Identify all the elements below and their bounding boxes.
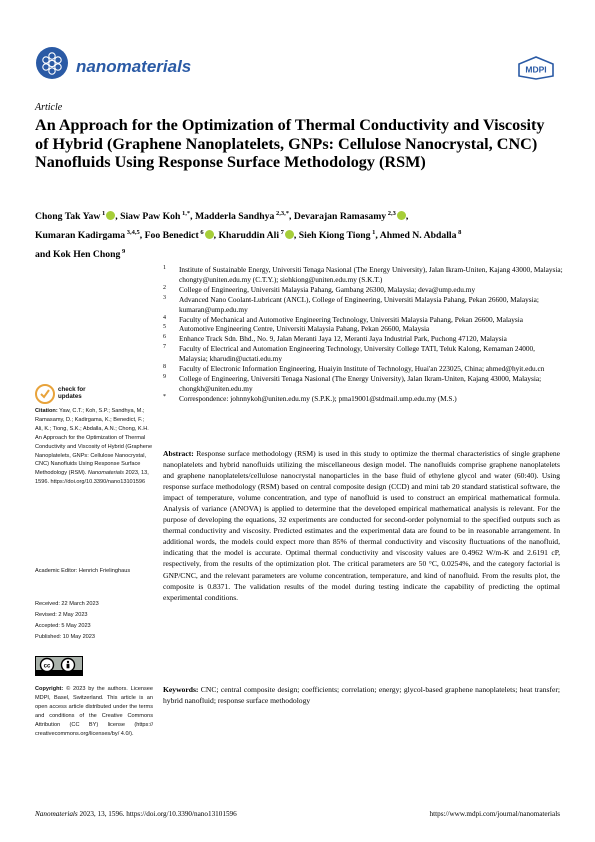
affiliation-text: Correspondence: johnnykoh@uniten.edu.my (S.P.K.); pma19001@stdmail.ump.edu.my (M.S.) bbox=[179, 393, 457, 403]
article-title: An Approach for the Optimization of Thermal Conductivity and Viscosity of Hybrid (Graphene Nanoplatelets, GNPs: Cellulose Nanocrystal, CNC) Nanofluids Using Response Surface Methodology (RSM) bbox=[35, 116, 545, 171]
affiliation-text: College of Engineering, Universiti Tenaga Nasional (The Energy University), Jalan Ikram-Uniten, Kajang 43000, Malaysia; chongkh@uniten.edu.my bbox=[179, 373, 542, 393]
mdpi-logo-text: MDPI bbox=[525, 64, 547, 75]
author-affiliation-mark: 2,3,* bbox=[274, 210, 289, 217]
affiliation-item bbox=[163, 265, 563, 285]
mdpi-logo-icon bbox=[517, 56, 555, 80]
affiliation-text: College of Engineering, Universiti Malaysia Pahang, Gambang 26300, Malaysia; deva@ump.edu.my bbox=[179, 284, 476, 294]
citation-journal: Nanomaterials bbox=[87, 470, 124, 477]
affiliation-item bbox=[163, 295, 563, 315]
author-name: Madderla Sandhya bbox=[194, 211, 275, 223]
author-name: Kumaran Kadirgama bbox=[35, 230, 126, 242]
author-affiliation-mark: 2,3 bbox=[386, 210, 396, 217]
author-name: and Kok Hen Chong bbox=[35, 249, 121, 261]
keywords bbox=[163, 684, 560, 706]
affiliation-item bbox=[163, 315, 563, 325]
accepted-date: Accepted: 5 May 2023 bbox=[35, 623, 91, 629]
affiliation-item bbox=[163, 364, 563, 374]
article-type: Article bbox=[35, 102, 63, 113]
abstract-text: Response surface methodology (RSM) is used in this study to optimize the thermal characteristics of single graphene nanoplatelets and hybrid nanofluids utilizing the miscellaneous design model. The nanofluids comprise graphene nanoplatelets and graphene nanoplatelets/cellulose nanocrystal nanoparticles in the base fluid of ethylene glycol and water (60:40). Using response surface methodology (RSM) based on central composite design (CCD) and mini tab 20 standard statistical software, the impact of temperature, volume concentration, and type of nanofluid is used to construct an empirical mathematical formula. Analysis of variance (ANOVA) is applied to determine that the developed empirical mathematical analysis is relevant. For the purpose of developing the equations, 32 experiments are conducted for second-order polynomial to the specified outputs such as thermal conductivity and viscosity. Predicted estimates and the experimental data are found to be in reasonable arrangement. In additional words, the models could expect more than 85% of thermal conductivity and viscosity fluctuations of the nanofluid, indicating that the model is accurate. Optimal thermal conductivity and viscosity values are 0.4962 W/m-K and 2.6191 cP, respectively, from the results of the optimization plot. The critical parameters are 50 °C, 0.0254%, and the category factorial is GNP/CNC, and the relevant parameters are volume concentration, temperature, and kind of nanofluid. From the results plot, the composite is 0.8371. The validation results of the model during testing indicate the capability of predicting the optimal experimental conditions. bbox=[163, 449, 560, 602]
author-affiliation-mark: 8 bbox=[456, 229, 462, 237]
journal-logo-icon bbox=[35, 46, 69, 80]
author-affiliation-mark: 6 bbox=[198, 229, 204, 237]
affiliation-text: Faculty of Electronic Information Engineering, Huaiyin Institute of Technology, Huai'an 223025, China; ahmed@hyit.edu.cn bbox=[179, 364, 545, 374]
check-for-updates-label[interactable]: check for updates bbox=[58, 386, 86, 400]
author-name: Foo Benedict bbox=[144, 230, 199, 242]
affiliation-number: 1 bbox=[163, 265, 166, 271]
citation-label: Citation: bbox=[35, 408, 58, 414]
affiliation-number: 6 bbox=[163, 334, 166, 341]
keywords-label: Keywords: bbox=[163, 685, 199, 694]
affiliation-number: 7 bbox=[163, 344, 166, 351]
journal-name: nanomaterials bbox=[76, 57, 192, 76]
affiliation-text: Faculty of Electrical and Automation Engineering Technology, University College TATI, Teluk Kalong, Kemaman 24000, Malaysia; kharudin@uctati.edu.my bbox=[179, 344, 535, 364]
affiliation-number: 5 bbox=[163, 324, 166, 331]
footer-doi[interactable]: 2023, 13, 1596. https://doi.org/10.3390/nano13101596 bbox=[79, 810, 237, 818]
keywords-text: CNC; central composite design; coefficients; correlation; energy; glycol-based graphene nanoplatelets; heat transfer; hybrid nanofluid; response surface methodology bbox=[163, 685, 560, 706]
author-list: Chong Tak Yaw $^1$ , Siaw Paw Koh $^{1,*}$, Madderla Sandhya $^{2,3,*}$, Devarajan Ramasamy $^{2,3}$ , Kumaran Kadirgama $^{3,4,5}$, Foo Benedict $^6$ , Kharuddin Ali $^7$ , Sieh Kiong Tiong $^1$, Ahmed N. Abdalla $^8$ and Kok Hen Chong $^9$ bbox=[35, 210, 462, 261]
affiliation-number: 9 bbox=[163, 373, 166, 380]
affiliation-text: Institute of Sustainable Energy, Universiti Tenaga Nasional (The Energy University), Jalan Ikram-Uniten, Kajang 43000, Malaysia; chongty@uniten.edu.my (C.T.Y.); siehkiong@uniten.edu.my (S.K.T.) bbox=[179, 265, 563, 284]
copyright-label: Copyright: bbox=[35, 686, 64, 692]
author-affiliation-mark: 1 bbox=[100, 210, 106, 217]
affiliations bbox=[163, 265, 563, 404]
citation-block bbox=[35, 407, 153, 487]
affiliation-text: Enhance Track Sdn. Bhd., No. 9, Jalan Meranti Jaya 12, Meranti Jaya Industrial Park, Puchong 47120, Malaysia bbox=[179, 334, 507, 344]
affiliation-item bbox=[163, 285, 563, 295]
author-name: Devarajan Ramasamy bbox=[293, 211, 387, 223]
author-affiliation-mark: 9 bbox=[120, 248, 126, 256]
svg-text:cc: cc bbox=[43, 663, 51, 670]
footer-citation bbox=[35, 810, 237, 818]
author-name: Ahmed N. Abdalla bbox=[379, 230, 457, 242]
affiliation-number: 8 bbox=[163, 364, 166, 371]
affiliation-item bbox=[163, 374, 563, 394]
affiliation-number: 2 bbox=[163, 284, 166, 291]
author-name: Siaw Paw Koh bbox=[120, 211, 181, 223]
published-date: Published: 10 May 2023 bbox=[35, 634, 96, 640]
author-affiliation-mark: 7 bbox=[279, 229, 284, 237]
orcid-icon[interactable] bbox=[106, 211, 115, 220]
affiliation-item bbox=[163, 324, 563, 334]
orcid-icon[interactable] bbox=[397, 211, 406, 220]
affiliation-item bbox=[163, 344, 563, 364]
footer-journal: Nanomaterials bbox=[35, 810, 78, 818]
affiliation-text: Automotive Engineering Centre, Universiti Malaysia Pahang, Pekan 26600, Malaysia bbox=[179, 324, 430, 334]
affiliation-number: 3 bbox=[163, 294, 166, 301]
abstract-label: Abstract: bbox=[163, 449, 194, 458]
author-affiliation-mark: 1,* bbox=[180, 210, 191, 217]
author-name: Chong Tak Yaw bbox=[35, 211, 101, 223]
affiliation-number: 4 bbox=[163, 314, 166, 321]
affiliation-number: * bbox=[163, 393, 166, 400]
citation-text: Yaw, C.T.; Koh, S.P.; Sandhya, M.; Ramasamy, D.; Kadirgama, K.; Benedict, F.; Ali, K.; Tiong, S.K.; Abdalla, A.N.; Chong, K.H. An Approach for the Optimization of Thermal Conductivity and Viscosity of Hybrid (Graphene Nanoplatelets, GNPs: Cellulose Nanocrystal, CNC) Nanofluids Using Response Surface Methodology (RSM). bbox=[35, 408, 153, 477]
orcid-icon[interactable] bbox=[285, 230, 294, 239]
copyright-block bbox=[35, 685, 153, 738]
affiliation-text: Faculty of Mechanical and Automotive Engineering Technology, Universiti Malaysia Pahang, Pekan 26600, Malaysia bbox=[179, 314, 523, 324]
copyright-text: © 2023 by the authors. Licensee MDPI, Basel, Switzerland. This article is an open access article distributed under the terms and conditions of the Creative Commons Attribution (CC BY) license (https:// creativecommons.org/licenses/by/ 4.0/). bbox=[35, 686, 153, 737]
orcid-icon[interactable] bbox=[205, 230, 214, 239]
revised-date: Revised: 2 May 2023 bbox=[35, 612, 88, 618]
author-name: Kharuddin Ali bbox=[218, 230, 280, 242]
footer-url[interactable]: https://www.mdpi.com/journal/nanomaterials bbox=[429, 810, 560, 818]
abstract bbox=[163, 448, 560, 603]
cc-by-license-icon[interactable] bbox=[35, 656, 83, 676]
affiliation-item bbox=[163, 334, 563, 344]
author-affiliation-mark: 1 bbox=[370, 229, 376, 237]
affiliation-item bbox=[163, 394, 563, 404]
affiliation-text: Advanced Nano Coolant-Lubricant (ANCL), College of Engineering, Universiti Malaysia Pahang, Pekan 26600, Malaysia; kumaran@ump.edu.my bbox=[179, 294, 539, 314]
author-name: Sieh Kiong Tiong bbox=[298, 230, 371, 242]
received-date: Received: 22 March 2023 bbox=[35, 601, 99, 607]
citation-doi[interactable]: 2023, 13, 1596. https://doi.org/10.3390/nano13101596 bbox=[35, 470, 149, 486]
academic-editor: Academic Editor: Henrich Frielinghaus bbox=[35, 568, 131, 574]
author-affiliation-mark: 3,4,5 bbox=[125, 229, 140, 237]
